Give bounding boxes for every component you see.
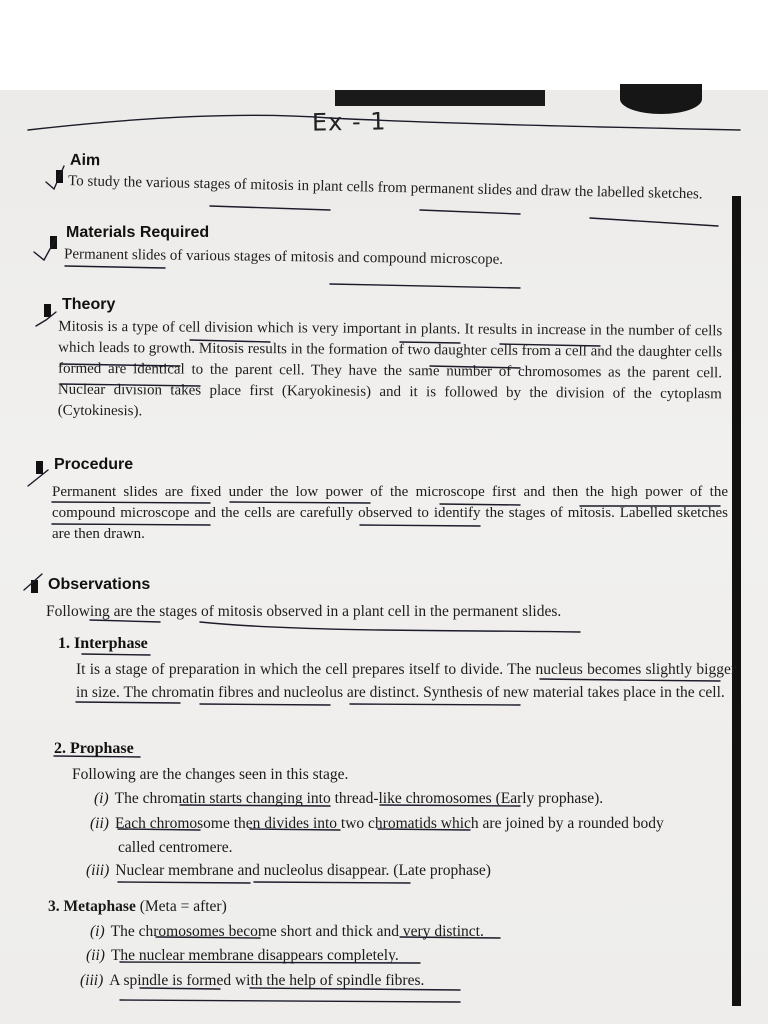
section-bullet: [31, 580, 38, 593]
prophase-item: (iii) Nuclear membrane and nucleolus disappear. (Late prophase): [86, 862, 491, 879]
metaphase-item: (iii) A spindle is formed with the help of spindle fibres.: [80, 972, 425, 989]
procedure-heading: Procedure: [54, 456, 134, 473]
prophase-item: (i) The chromatin starts changing into thread-like chromosomes (Early prophase).: [94, 790, 604, 807]
procedure-text: Permanent slides are fixed under the low power of the microscope first and then the high power of the compound microscope and the cells are carefully observed to identify the stages of mitosis. Labelled sketches are then drawn.: [52, 484, 728, 542]
metaphase-item: (i) The chromosomes become short and thick and very distinct.: [90, 923, 484, 940]
materials-heading: Materials Required: [66, 224, 210, 241]
section-bullet: [36, 461, 43, 474]
observations-intro: Following are the stages of mitosis observed in a plant cell in the permanent slides.: [46, 603, 562, 620]
aim-text: To study the various stages of mitosis in plant cells from permanent slides and draw the labelled sketches.: [67, 173, 703, 203]
theory-heading: Theory: [62, 296, 116, 313]
section-bullet: [50, 236, 57, 249]
prophase-item: (ii) Each chromosome then divides into two chromatids which are joined by a rounded body: [90, 815, 664, 832]
prophase-title: 2. Prophase: [54, 740, 134, 757]
prophase-intro: Following are the changes seen in this stage.: [72, 766, 349, 783]
observations-heading: Observations: [48, 576, 151, 593]
materials-text: Permanent slides of various stages of mitosis and compound microscope.: [63, 246, 504, 268]
theory-text: Mitosis is a type of cell division which is very important in plants. It results in increase in the number of cells which leads to growth. Mitosis results in the formation of two daughter cells from a cell and the daughter cells formed are identical to the parent cell. They have the same number of chromosomes as the parent cell. Nuclear division takes place first (Karyokinesis) and it is followed by the division of the cytoplasm (Cytokinesis).: [57, 318, 723, 420]
aim-heading: Aim: [69, 151, 101, 170]
section-bullet: [56, 170, 63, 183]
prophase-item-continued: called centromere.: [118, 839, 233, 856]
top-dark-strip: [335, 90, 545, 106]
interphase-title: 1. Interphase: [58, 635, 148, 652]
metaphase-title: 3. Metaphase (Meta = after): [48, 898, 227, 915]
page-edge-shadow: [732, 196, 741, 1006]
interphase-text: It is a stage of preparation in which the cell prepares itself to divide. The nucleus becomes slightly bigger in size. The chromatin fibres and nucleolus are distinct. Synthesis of new material takes place in the cell.: [76, 661, 736, 701]
handwritten-title: Ex - 1: [311, 107, 387, 137]
section-bullet: [44, 304, 51, 317]
metaphase-item: (ii) The nuclear membrane disappears completely.: [86, 947, 399, 964]
top-dark-shape: [620, 84, 702, 114]
